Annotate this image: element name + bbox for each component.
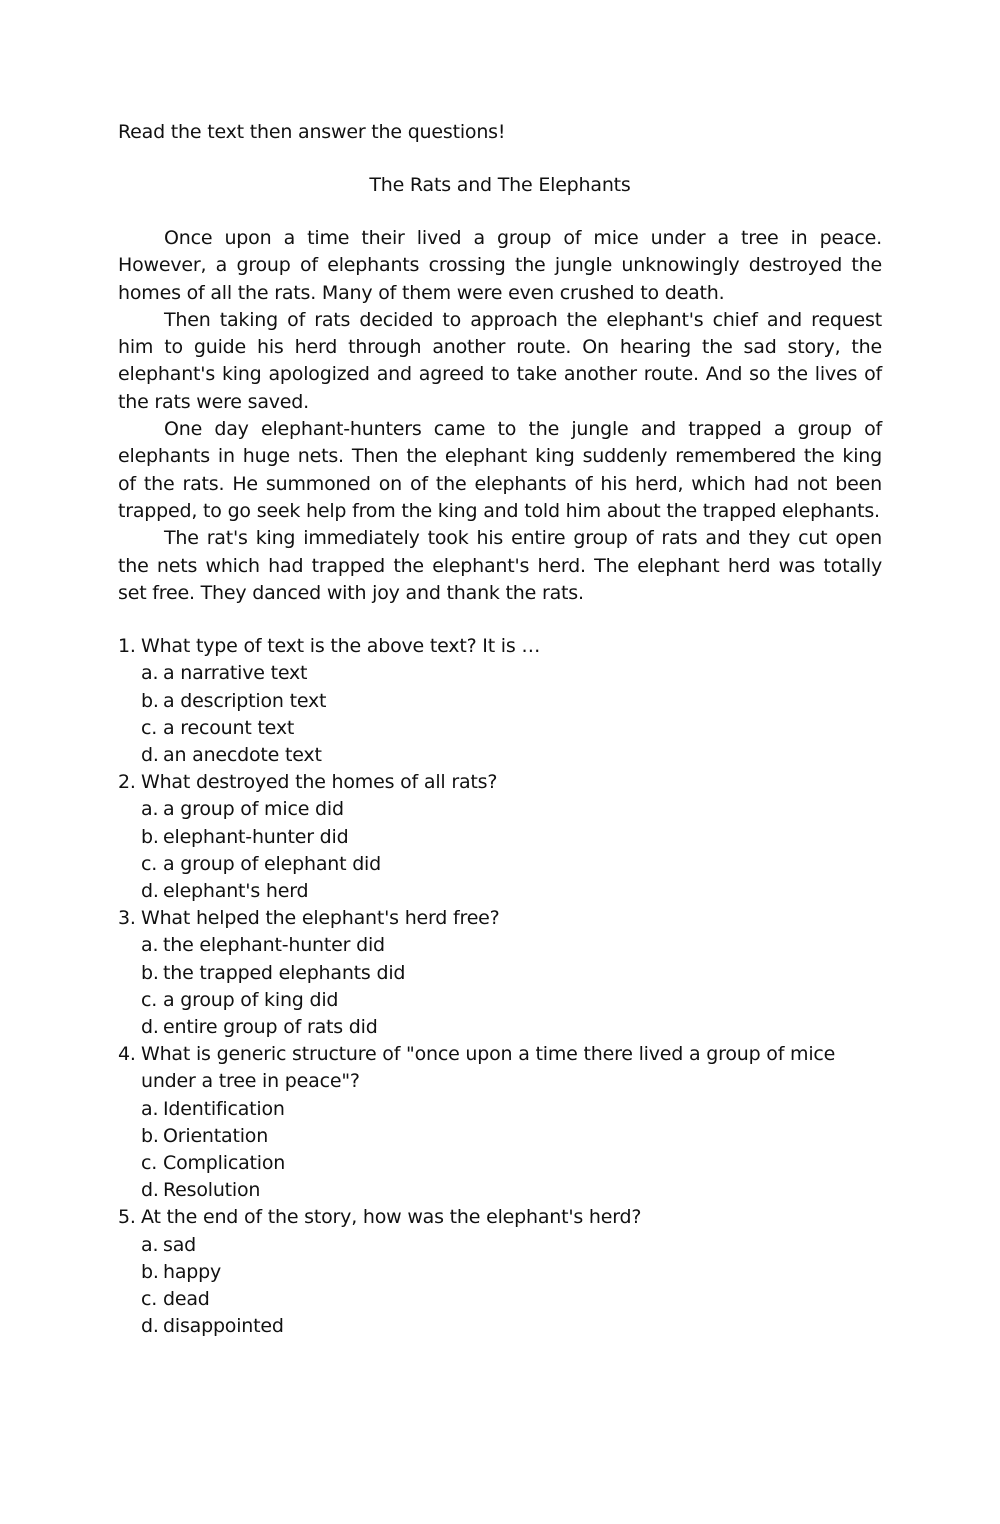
option-text: the elephant-hunter did (163, 934, 385, 957)
story-title: The Rats and The Elephants (369, 174, 631, 196)
option-text: an anecdote text (163, 743, 322, 766)
option-letter: b. (141, 1260, 159, 1283)
option-text: entire group of rats did (163, 1016, 378, 1038)
option-b[interactable] (141, 960, 882, 987)
question-list (118, 633, 882, 1340)
story-paragraph: Then taking of rats decided to approach the elephant's chief and request him to guide his herd through another route. On hearing the sad story, the elephant's king apologized and agreed to take another route. And so the lives of the rats were saved. (118, 308, 882, 413)
option-letter: d. (141, 879, 159, 902)
question-4 (118, 1041, 882, 1204)
question-text: What type of text is the above text? It is … (141, 635, 541, 658)
question-1 (118, 633, 882, 769)
question-5 (118, 1204, 882, 1340)
option-d[interactable] (141, 742, 882, 769)
option-b[interactable] (141, 824, 882, 851)
option-b[interactable] (141, 1259, 882, 1286)
option-text: Orientation (163, 1124, 269, 1147)
option-text: elephant's herd (163, 879, 309, 902)
option-letter: a. (141, 798, 159, 821)
option-text: a description text (163, 689, 327, 712)
option-list (118, 1232, 882, 1341)
option-a[interactable] (141, 1232, 882, 1259)
option-b[interactable] (141, 1123, 882, 1150)
story-paragraph: Once upon a time their lived a group of mice under a tree in peace. However, a group of elephants crossing the jungle unknowingly destroyed the homes of all the rats. Many of them were even crushed to death. (118, 227, 882, 304)
option-d[interactable] (141, 878, 882, 905)
option-c[interactable] (141, 1286, 882, 1313)
story-paragraph: The rat's king immediately took his entire group of rats and they cut open the nets which had trapped the elephant's herd. The elephant herd was totally set free. They danced with joy and thank the rats. (118, 527, 882, 604)
option-a[interactable] (141, 932, 882, 959)
option-text: dead (163, 1288, 210, 1311)
option-text: a group of mice did (163, 798, 344, 821)
option-text: a group of king did (163, 988, 339, 1011)
worksheet-page (118, 119, 882, 1340)
option-list (118, 932, 882, 1041)
option-text: sad (163, 1233, 197, 1256)
question-2 (118, 769, 882, 905)
option-text: elephant-hunter did (163, 825, 349, 848)
option-text: Complication (163, 1152, 286, 1175)
option-letter: b. (141, 825, 159, 848)
option-letter: c. (141, 852, 158, 875)
option-letter: d. (141, 743, 159, 766)
option-d[interactable] (141, 1313, 882, 1340)
question-number: 2. (118, 771, 136, 794)
question-text: At the end of the story, how was the elephant's herd? (141, 1206, 642, 1229)
option-letter: a. (141, 1233, 159, 1256)
question-number: 4. (118, 1043, 136, 1066)
option-letter: a. (141, 1097, 159, 1120)
instruction-text: Read the text then answer the questions! (118, 121, 506, 143)
option-letter: c. (141, 1152, 158, 1175)
option-letter: a. (141, 662, 159, 685)
option-letter: c. (141, 716, 158, 739)
option-letter: c. (141, 988, 158, 1011)
option-letter: d. (141, 1179, 159, 1202)
option-text: Resolution (163, 1179, 261, 1202)
option-text: disappointed (163, 1315, 284, 1338)
option-list (118, 796, 882, 905)
option-text: Identification (163, 1097, 285, 1120)
option-letter: a. (141, 934, 159, 957)
option-letter: c. (141, 1288, 158, 1311)
option-a[interactable] (141, 660, 882, 687)
option-c[interactable] (141, 715, 882, 742)
question-number: 5. (118, 1206, 136, 1229)
option-letter: d. (141, 1315, 159, 1338)
story-paragraph: One day elephant-hunters came to the jungle and trapped a group of elephants in huge nets. Then the elephant king suddenly remembered the king of the rats. He summoned on of the elephants of his herd, which had not been trapped, to go seek help from the king and told him about the trapped elephants. (118, 418, 882, 522)
option-text: the trapped elephants did (163, 961, 406, 984)
option-list (118, 660, 882, 769)
option-text: a recount text (163, 716, 295, 739)
option-c[interactable] (141, 851, 882, 878)
question-text: What destroyed the homes of all rats? (141, 771, 498, 794)
option-d[interactable] (141, 1177, 882, 1204)
question-3 (118, 905, 882, 1041)
story-text (118, 225, 882, 607)
question-text: What is generic structure of "once upon a time there lived a group of mice under a tree in peace"? (141, 1043, 836, 1093)
question-number: 1. (118, 635, 136, 658)
question-number: 3. (118, 907, 136, 930)
option-c[interactable] (141, 1150, 882, 1177)
option-letter: b. (141, 961, 159, 984)
option-b[interactable] (141, 688, 882, 715)
option-text: a group of elephant did (163, 852, 381, 875)
option-letter: b. (141, 1124, 159, 1147)
option-c[interactable] (141, 987, 882, 1014)
option-d[interactable] (141, 1014, 882, 1041)
option-a[interactable] (141, 796, 882, 823)
option-letter: b. (141, 689, 159, 712)
question-text: What helped the elephant's herd free? (141, 907, 500, 930)
option-list (118, 1096, 882, 1205)
option-letter: d. (141, 1016, 159, 1038)
option-text: happy (163, 1260, 222, 1283)
option-a[interactable] (141, 1096, 882, 1123)
option-text: a narrative text (163, 662, 308, 685)
